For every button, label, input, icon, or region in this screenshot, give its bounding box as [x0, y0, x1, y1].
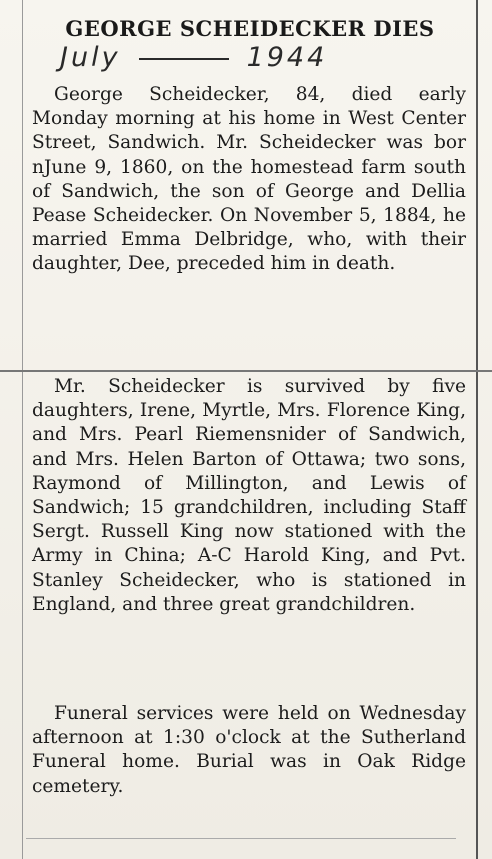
clipping-fold-line	[0, 370, 492, 372]
handwritten-year: 1944	[246, 42, 328, 73]
obituary-paragraph-1: George Scheidecker, 84, died early Monday morning at his home in West Center Street, Sandwich. Mr. Scheidecker was bor nJune 9, 1860, on the homestead farm south of Sandwich, the son of George and Dellia Pease Scheidecker. On November 5, 1884, he married Emma Delbridge, who, with their daughter, Dee, preceded him in death.	[32, 84, 466, 275]
obituary-paragraph-3: Funeral services were held on Wednesday afternoon at 1:30 o'clock at the Sutherland Funeral home. Burial was in Oak Ridge cemetery.	[32, 703, 466, 797]
handwritten-date	[60, 42, 460, 73]
handwritten-month: July	[60, 42, 121, 73]
clipping-left-edge	[22, 0, 23, 859]
handwritten-dash	[139, 58, 229, 60]
clipping-right-edge	[476, 0, 478, 859]
clipping-bottom-edge	[26, 838, 456, 839]
obituary-headline: GEORGE SCHEIDECKER DIES	[65, 16, 435, 41]
obituary-paragraph-2: Mr. Scheidecker is survived by five daughters, Irene, Myrtle, Mrs. Florence King, and Mrs. Pearl Riemensnider of Sandwich, and Mrs. Helen Barton of Ottawa; two sons, Raymond of Millington, and Lewis of Sandwich; 15 grandchildren, including Staff Sergt. Russell King now stationed with the Army in China; A-C Harold King, and Pvt. Stanley Scheidecker, who is stationed in England, and three great grandchildren.	[32, 376, 466, 615]
